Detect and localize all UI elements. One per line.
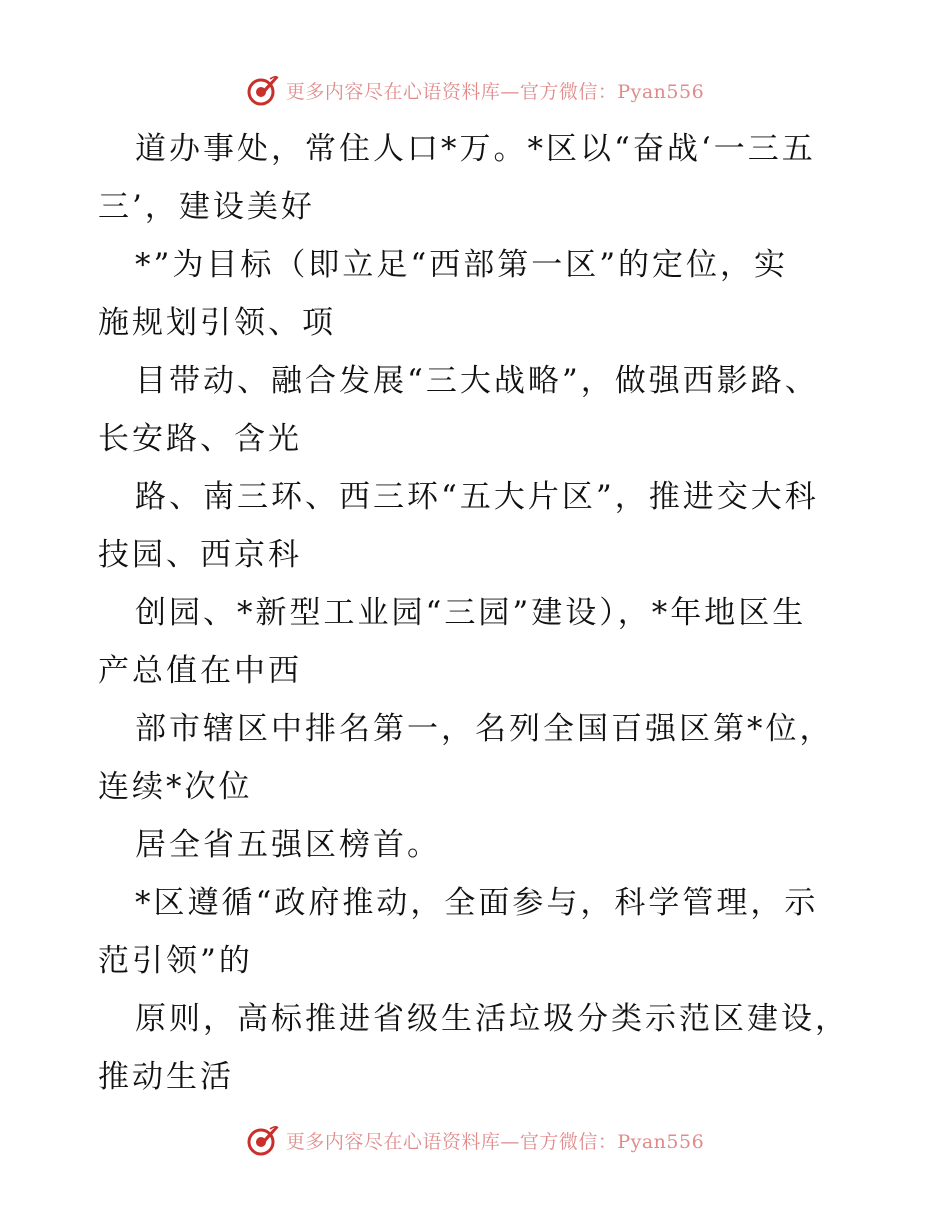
header-banner [0,70,950,110]
text-line: 创园、*新型工业园“三园”建设），*年地区生 [135,595,807,631]
header-banner-text: 更多内容尽在心语资料库—官方微信：Pyan556 [285,80,705,103]
footer-banner [0,1120,950,1160]
document-body [98,120,868,1106]
text-line: 路、南三环、西三环“五大片区”，推进交大科 [135,479,819,515]
text-line: 施规划引领、项 [98,305,336,341]
text-line: *”为目标（即立足“西部第一区”的定位，实 [135,247,789,283]
text-line: 范引领”的 [98,943,253,979]
text-line: 部市辖区中排名第一，名列全国百强区第*位， [135,711,834,747]
text-line: 居全省五强区榜首。 [135,827,441,863]
text-line: 目带动、融合发展“三大战略”，做强西影路、 [135,363,819,399]
text-line: 三’，建设美好 [98,189,315,225]
footer-banner-text: 更多内容尽在心语资料库—官方微信：Pyan556 [285,1130,705,1153]
text-line: 原则，高标推进省级生活垃圾分类示范区建设， [135,1001,849,1037]
text-line: 长安路、含光 [98,421,302,457]
quill-seal-icon [246,1123,280,1157]
text-line: 连续*次位 [98,769,253,805]
text-line: 产总值在中西 [98,653,302,689]
text-line: 技园、西京科 [98,537,302,573]
quill-seal-icon [246,73,280,107]
text-line: 道办事处，常住人口*万。*区以“奋战‘一三五 [135,131,816,167]
text-line: *区遵循“政府推动，全面参与，科学管理，示 [135,885,819,921]
text-line: 推动生活 [98,1059,234,1095]
